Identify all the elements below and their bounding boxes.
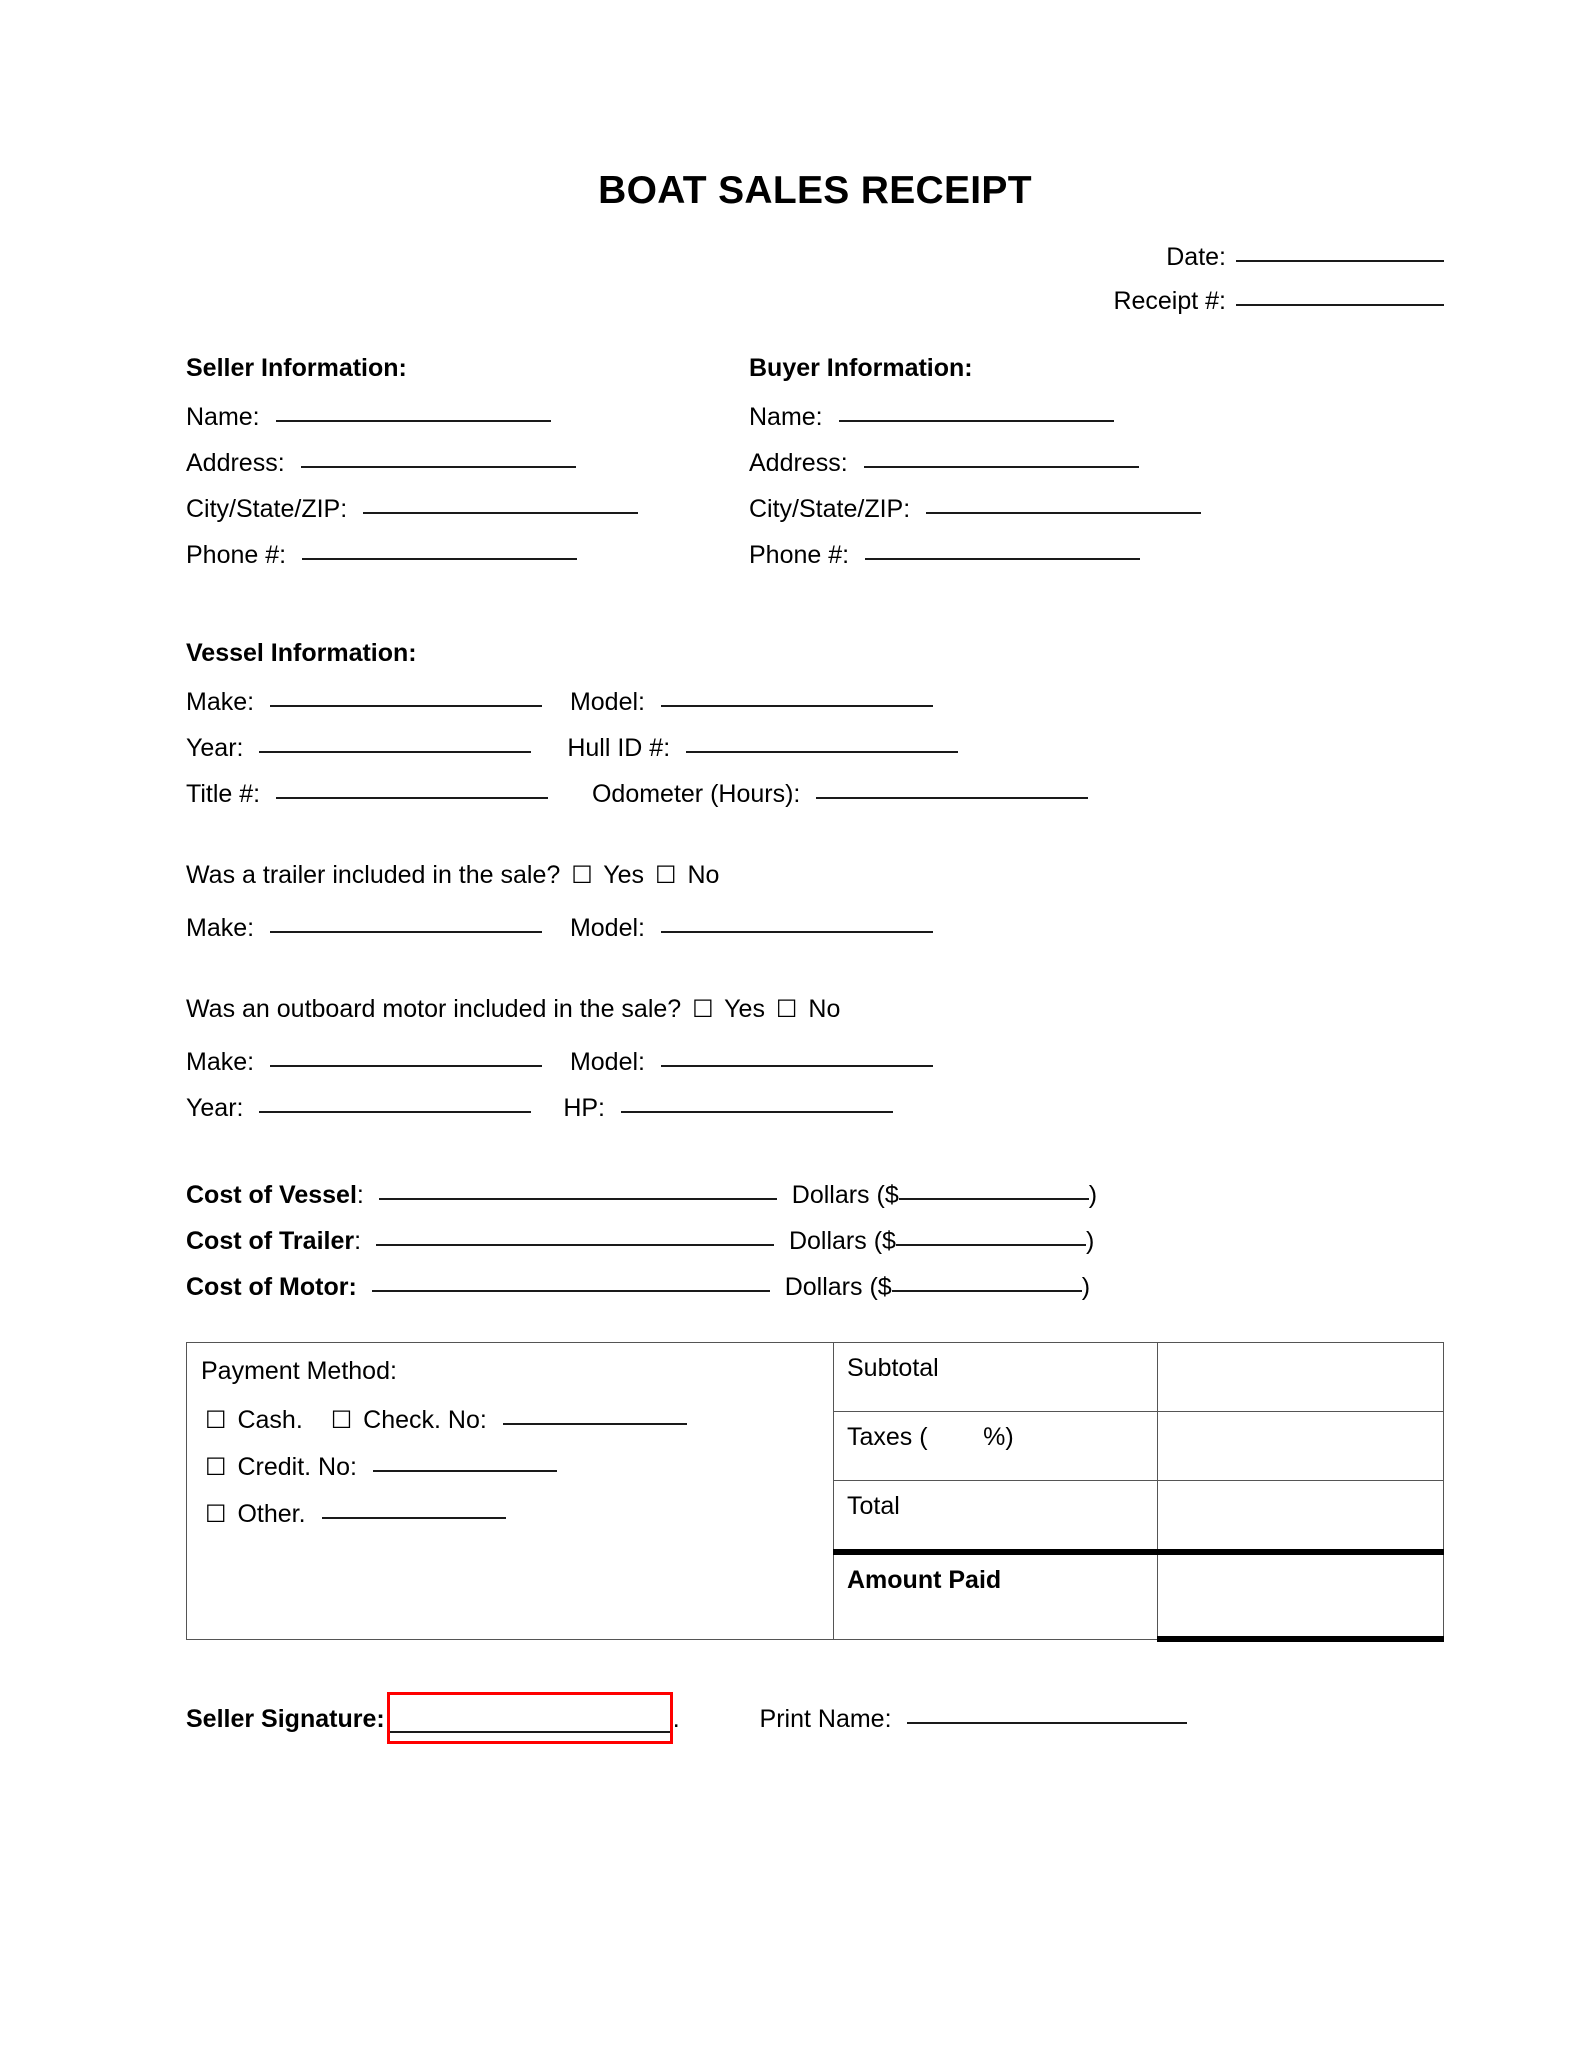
cost-of-trailer-row [186,1226,1444,1255]
receipt-body [186,0,1444,1738]
vessel-odometer-label: Odometer (Hours): [591,779,801,808]
cost-of-trailer-words-line[interactable] [376,1244,774,1246]
seller-city-state-zip-input-line[interactable] [363,512,638,514]
cost-of-trailer-dollars-open: Dollars ($ [788,1226,896,1255]
buyer-name-row [749,402,1444,431]
other-label: Other. [237,1499,306,1528]
cost-of-motor-dollars-close: ) [1081,1272,1091,1301]
motor-model-input-line[interactable] [661,1065,933,1067]
motor-make-label: Make: [186,1047,255,1076]
table-row [187,1342,1444,1411]
vessel-model-label: Model: [569,687,645,716]
taxes-label-cell: Taxes ( %) [834,1411,1158,1480]
page-title: BOAT SALES RECEIPT [598,169,1032,212]
seller-address-label: Address: [186,448,285,477]
vessel-hull-id-input-line[interactable] [686,751,958,753]
cost-of-vessel-dollars-open: Dollars ($ [791,1180,899,1209]
vessel-make-input-line[interactable] [270,705,542,707]
cost-of-vessel-dollars-close: ) [1088,1180,1098,1209]
buyer-phone-label: Phone #: [749,540,850,569]
receipt-number-input-line[interactable] [1236,304,1444,306]
vessel-heading: Vessel Information: [186,638,417,667]
party-information [186,354,1444,589]
buyer-address-input-line[interactable] [864,466,1139,468]
other-checkbox-icon[interactable]: ☐ [205,1499,227,1528]
cost-of-motor-amount-line[interactable] [892,1290,1082,1292]
trailer-make-label: Make: [186,913,255,942]
seller-phone-label: Phone #: [186,540,287,569]
motor-year-input-line[interactable] [259,1111,531,1113]
cost-of-motor-dollars-open: Dollars ($ [784,1272,892,1301]
vessel-year-input-line[interactable] [259,751,531,753]
motor-question-label: Was an outboard motor included in the sale? [186,994,682,1023]
amount-paid-label-cell: Amount Paid [834,1552,1158,1640]
seller-signature-highlight-box [387,1692,673,1744]
print-name-label: Print Name: [759,1705,892,1734]
motor-yes-label: Yes [724,994,765,1023]
cost-of-vessel-label: Cost of Vessel [186,1180,357,1209]
payment-credit-row [201,1452,833,1481]
motor-section [186,994,1444,1122]
subtotal-label-cell: Subtotal [834,1342,1158,1411]
buyer-name-label: Name: [749,402,823,431]
trailer-question-row [186,860,1444,889]
vessel-model-input-line[interactable] [661,705,933,707]
seller-heading: Seller Information: [186,353,407,382]
vessel-odometer-input-line[interactable] [816,797,1088,799]
cost-of-vessel-row [186,1180,1444,1209]
seller-name-label: Name: [186,402,260,431]
cost-of-vessel-amount-line[interactable] [899,1198,1089,1200]
cash-label: Cash. [237,1405,303,1434]
seller-city-state-zip-label: City/State/ZIP: [186,494,348,523]
cost-of-trailer-amount-line[interactable] [896,1244,1086,1246]
cost-of-motor-words-line[interactable] [372,1290,770,1292]
trailer-no-checkbox-icon[interactable]: ☐ [655,860,677,889]
buyer-name-input-line[interactable] [839,420,1114,422]
seller-signature-period: . [672,1705,680,1734]
check-number-label: Check. No: [363,1405,487,1434]
motor-yes-checkbox-icon[interactable]: ☐ [692,994,714,1023]
buyer-city-state-zip-label: City/State/ZIP: [749,494,911,523]
date-label: Date: [1166,242,1226,271]
vessel-year-label: Year: [186,733,244,762]
payment-cash-check-row [201,1405,833,1434]
seller-name-input-line[interactable] [276,420,551,422]
credit-number-label: Credit. No: [237,1452,357,1481]
receipt-meta [186,242,1444,315]
payment-method-title: Payment Method: [201,1356,397,1385]
vessel-make-label: Make: [186,687,255,716]
buyer-city-state-zip-row [749,494,1444,523]
date-row [186,242,1444,271]
motor-model-label: Model: [569,1047,645,1076]
seller-signature-input-line[interactable] [390,1731,670,1733]
trailer-model-label: Model: [569,913,645,942]
amount-paid-value-cell[interactable] [1158,1552,1444,1640]
motor-question-row [186,994,1444,1023]
motor-year-label: Year: [186,1093,244,1122]
trailer-section [186,860,1444,942]
vessel-title-odometer-row [186,779,1444,808]
cost-of-motor-row [186,1272,1444,1301]
vessel-hull-id-label: Hull ID #: [567,733,671,762]
cost-of-trailer-dollars-close: ) [1085,1226,1095,1255]
payment-method-cell [187,1342,834,1639]
date-input-line[interactable] [1236,260,1444,262]
trailer-no-label: No [687,860,720,889]
check-number-input-line[interactable] [503,1423,687,1425]
trailer-make-model-row [186,913,1444,942]
motor-hp-label: HP: [563,1093,606,1122]
receipt-number-row [186,286,1444,315]
buyer-phone-row [749,540,1444,569]
seller-signature-colon: : [376,1705,385,1734]
payment-summary-table [186,1342,1444,1643]
buyer-city-state-zip-input-line[interactable] [926,512,1201,514]
seller-phone-row [186,540,749,569]
seller-city-state-zip-row [186,494,749,523]
receipt-number-label: Receipt #: [1113,286,1226,315]
credit-number-input-line[interactable] [373,1470,557,1472]
print-name-input-line[interactable] [907,1722,1187,1724]
total-label-cell: Total [834,1480,1158,1552]
motor-make-model-row [186,1047,1444,1076]
cash-checkbox-icon[interactable]: ☐ [205,1405,227,1434]
credit-checkbox-icon[interactable]: ☐ [205,1452,227,1481]
seller-name-row [186,402,749,431]
subtotal-value-cell[interactable] [1158,1342,1444,1411]
vessel-year-hull-row [186,733,1444,762]
motor-no-label: No [808,994,841,1023]
taxes-value-cell[interactable] [1158,1411,1444,1480]
motor-year-hp-row [186,1093,1444,1122]
vessel-make-model-row [186,687,1444,716]
buyer-information-column [749,354,1444,589]
signature-row [186,1686,1444,1738]
payment-other-row [201,1499,833,1528]
vessel-title-number-label: Title #: [186,779,261,808]
costs-section [186,1180,1444,1301]
trailer-question-label: Was a trailer included in the sale? [186,860,561,889]
buyer-heading: Buyer Information: [749,353,973,382]
trailer-model-input-line[interactable] [661,931,933,933]
motor-no-checkbox-icon[interactable]: ☐ [775,994,798,1023]
cost-of-trailer-colon: : [354,1226,362,1255]
cost-of-vessel-words-line[interactable] [379,1198,777,1200]
motor-make-input-line[interactable] [270,1065,542,1067]
seller-phone-input-line[interactable] [302,558,577,560]
vessel-title-number-input-line[interactable] [276,797,548,799]
other-input-line[interactable] [322,1517,506,1519]
buyer-address-row [749,448,1444,477]
seller-address-row [186,448,749,477]
total-value-cell[interactable] [1158,1480,1444,1552]
buyer-phone-input-line[interactable] [865,558,1140,560]
motor-hp-input-line[interactable] [621,1111,893,1113]
cost-of-motor-label: Cost of Motor: [186,1272,357,1301]
seller-address-input-line[interactable] [301,466,576,468]
check-checkbox-icon[interactable]: ☐ [330,1405,353,1434]
seller-signature-label: Seller Signature [186,1705,377,1734]
trailer-yes-label: Yes [603,860,645,889]
vessel-information-section [186,639,1444,807]
trailer-make-input-line[interactable] [270,931,542,933]
buyer-address-label: Address: [749,448,848,477]
cost-of-vessel-colon: : [356,1180,364,1209]
trailer-yes-checkbox-icon[interactable]: ☐ [571,860,593,889]
seller-information-column [186,354,749,589]
cost-of-trailer-label: Cost of Trailer [186,1226,355,1255]
